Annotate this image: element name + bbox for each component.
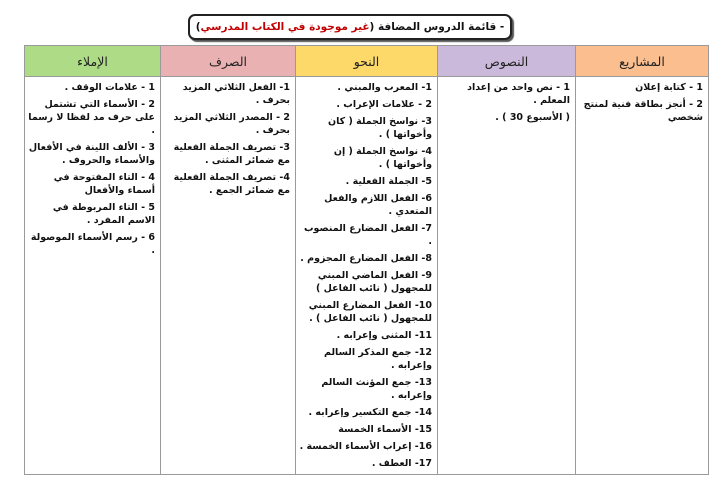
list-item: 5 - التاء المربوطة في الاسم المفرد . — [52, 202, 155, 226]
header-grammar: النحو — [296, 46, 438, 77]
header-spelling: الإملاء — [25, 46, 161, 77]
list-item: 12- جمع المذكر السالم وإعرابه . — [324, 347, 432, 371]
list-item: 14- جمع التكسير وإعرابه . — [308, 407, 432, 418]
list-item: 2 - علامات الإعراب . — [336, 99, 432, 110]
header-morphology: الصرف — [161, 46, 296, 77]
cell-grammar — [296, 77, 438, 475]
list-item: 2 - المصدر الثلاثي المزيد بحرف . — [173, 112, 290, 136]
cell-texts — [438, 77, 576, 475]
title-prefix: - قائمة الدروس المضافة ( — [369, 21, 505, 33]
projects-list — [579, 81, 703, 124]
list-item: 1 - علامات الوقف . — [64, 82, 155, 93]
cell-morphology — [161, 77, 296, 475]
list-item: 10- الفعل المضارع المبني للمجهول ( نائب الفاعل ) . — [308, 300, 432, 324]
list-item: 17- العطف . — [371, 458, 432, 469]
title-highlight: غير موجودة في الكتاب المدرسي — [200, 21, 370, 33]
list-item: 1- المعرب والمبني . — [337, 82, 432, 93]
morphology-list — [164, 81, 290, 197]
list-item: 6- الفعل اللازم والفعل المتعدي . — [324, 193, 432, 217]
list-item: 4 - التاء المفتوحة في أسماء والأفعال — [53, 172, 155, 196]
list-item: 4- تصريف الجملة الفعلية مع ضمائر الجمع . — [173, 172, 290, 196]
lessons-table — [24, 45, 709, 475]
list-item: 13- جمع المؤنث السالم وإعرابه . — [321, 377, 432, 401]
list-item: 1 - كتابة إعلان — [635, 82, 703, 93]
lessons-row — [25, 77, 709, 475]
list-item: 3- نواسخ الجملة ( كان وأخواتها ) . — [328, 116, 432, 140]
list-item: 15- الأسماء الخمسة — [338, 424, 432, 435]
list-item: 2 - أنجز بطاقة فنية لمنتج شخصي — [583, 99, 703, 123]
list-item: 11- المثنى وإعرابه . — [336, 330, 432, 341]
list-item: 4- نواسخ الجملة ( إن وأخواتها ) . — [333, 146, 432, 170]
list-item: 5- الجملة الفعلية . — [345, 176, 432, 187]
header-row — [25, 46, 709, 77]
header-projects: المشاريع — [576, 46, 709, 77]
list-item: 1- الفعل الثلاثي المزيد بحرف . — [182, 82, 290, 106]
list-item: 3- تصريف الجملة الفعلية مع ضمائر المثنى . — [173, 142, 290, 166]
spelling-list — [28, 81, 155, 257]
list-item: 16- إعراب الأسماء الخمسة . — [299, 441, 432, 452]
grammar-list — [299, 81, 432, 470]
title-suffix: ) — [195, 21, 201, 33]
page-title — [188, 14, 512, 40]
header-texts: النصوص — [438, 46, 576, 77]
list-item: 9- الفعل الماضي المبني للمجهول ( نائب الفاعل ) — [316, 270, 432, 294]
list-item: 7- الفعل المضارع المنصوب . — [303, 223, 432, 247]
list-item: 1 - نص واحد من إعداد المعلم . — [467, 82, 570, 106]
list-item: 8- الفعل المضارع المجزوم . — [300, 253, 432, 264]
list-item: ( الأسبوع 30 ) . — [495, 112, 570, 123]
list-item: 6 - رسم الأسماء الموصولة . — [30, 232, 155, 256]
cell-spelling — [25, 77, 161, 475]
list-item: 2 - الأسماء التي تشتمل على حرف مد لفظا لا رسما . — [28, 99, 155, 136]
list-item: 3 - الألف اللينة في الأفعال والأسماء والحروف . — [28, 142, 155, 166]
cell-projects — [576, 77, 709, 475]
texts-list — [441, 81, 570, 124]
